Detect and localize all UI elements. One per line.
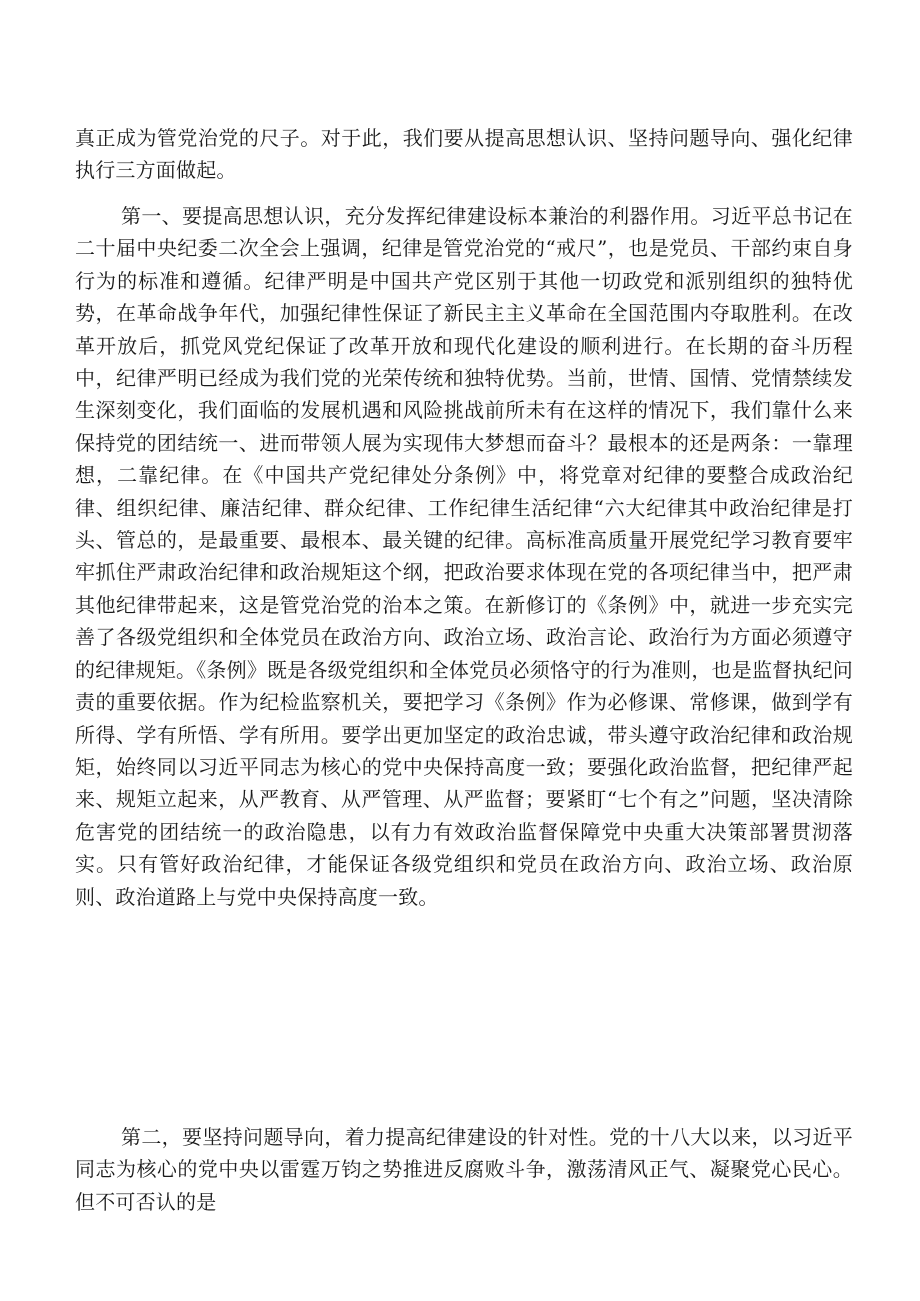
paragraph-first-point: 第一、要提高思想认识，充分发挥纪律建设标本兼治的利器作用。习近平总书记在二十届中央纪委二次全会上强调，纪律是管党治党的“戒尺”，也是党员、干部约束自身行为的标准和遵循。纪律严明是中国共产党区别于其他一切政党和派别组织的独特优势，在革命战争年代，加强纪律性保证了新民主主义革命在全国范围内夺取胜利。在改革开放后，抓党风党纪保证了改革开放和现代化建设的顺利进行。在长期的奋斗历程中，纪律严明已经成为我们党的光荣传统和独特优势。当前，世情、国情、党情禁续发生深刻变化，我们面临的发展机遇和风险挑战前所未有在这样的情况下，我们靠什么来保持党的团结统一、进而带领人展为实现伟大梦想而奋斗？最根本的还是两条：一靠理想，二靠纪律。在《中国共产党纪律处分条例》中，将党章对纪律的要整合成政治纪律、组织纪律、廉洁纪律、群众纪律、工作纪律生活纪律“六大纪律其中政治纪律是打头、管总的，是最重要、最根本、最关键的纪律。高标准高质量开展党纪学习教育要牢牢抓住严肃政治纪律和政治规矩这个纲，把政治要求体现在党的各项纪律当中，把严肃其他纪律带起来，这是管党治党的治本之策。在新修订的《条例》中，就进一步充实完善了各级党组织和全体党员在政治方向、政治立场、政治言论、政治行为方面必须遵守的纪律规矩。《条例》既是各级党组织和全体党员必须恪守的行为准则，也是监督执纪问责的重要依据。作为纪检监察机关，要把学习《条例》作为必修课、常修课，做到学有所得、学有所悟、学有所用。要学出更加坚定的政治忠诚，带头遵守政治纪律和政治规矩，始终同以习近平同志为核心的党中央保持高度一致；要强化政治监督，把纪律严起来、规矩立起来，从严教育、从严管理、从严监督；要紧盯“七个有之”问题，坚决清除危害党的团结统一的政治隐患，以有力有效政治监督保障党中央重大决策部署贯沏落实。只有管好政治纪律，才能保证各级党组织和党员在政治方向、政治立场、政治原则、政治道路上与党中央保持高度一致。	[75, 204, 853, 909]
paragraph-second-point: 第二，要坚持问题导向，着力提高纪律建设的针对性。党的十八大以来，以习近平同志为核心的党中央以雷霆万钧之势推进反腐败斗争，激荡清风正气、凝聚党心民心。但不可否认的是	[75, 1125, 853, 1214]
paragraph-continuation: 真正成为管党治党的尺子。对于此，我们要从提高思想认识、坚持问题导向、强化纪律执行三方面做起。	[75, 126, 853, 183]
